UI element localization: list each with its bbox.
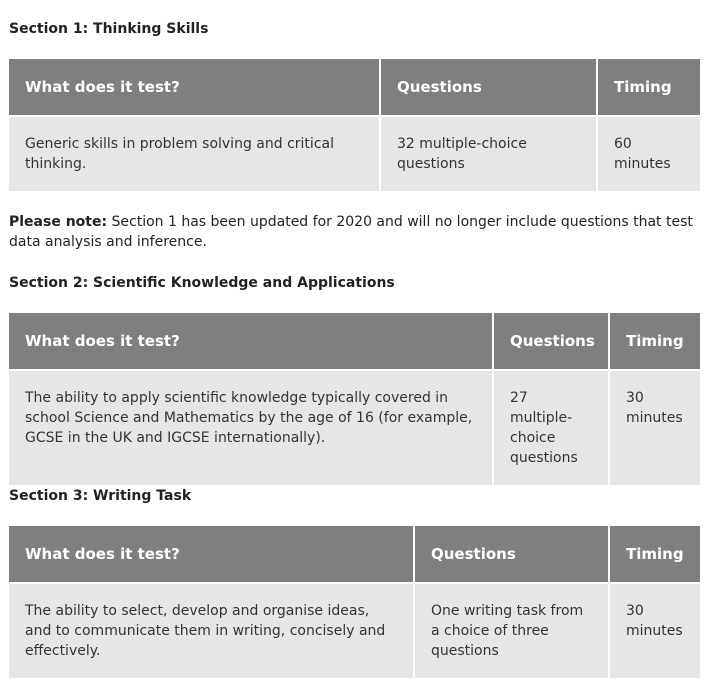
note-label: Please note: (9, 214, 108, 230)
table-header-row (9, 313, 700, 370)
section-1-table (9, 59, 700, 191)
cell-questions: 27 multiple-choice questions (493, 370, 609, 485)
note-text: Section 1 has been updated for 2020 and will no longer include questions that test data analysis and inference. (9, 214, 693, 250)
header-what-does-it-test: What does it test? (9, 526, 414, 583)
table-row (9, 583, 700, 678)
cell-timing: 30 minutes (609, 370, 700, 485)
section-3-table (9, 526, 700, 678)
header-what-does-it-test: What does it test? (9, 313, 493, 370)
header-questions: Questions (414, 526, 609, 583)
table-header-row (9, 59, 700, 116)
table-header-row (9, 526, 700, 583)
cell-description: The ability to select, develop and organise ideas, and to communicate them in writing, concisely and effectively. (9, 583, 414, 678)
cell-timing: 60 minutes (597, 116, 700, 191)
cell-description: Generic skills in problem solving and critical thinking. (9, 116, 380, 191)
table-row (9, 370, 700, 485)
header-what-does-it-test: What does it test? (9, 59, 380, 116)
header-questions: Questions (493, 313, 609, 370)
section-3-title: Section 3: Writing Task (9, 488, 192, 504)
header-questions: Questions (380, 59, 597, 116)
section-1-title: Section 1: Thinking Skills (9, 21, 209, 37)
header-timing: Timing (609, 526, 700, 583)
update-note (9, 212, 699, 252)
cell-questions: One writing task from a choice of three questions (414, 583, 609, 678)
cell-questions: 32 multiple-choice questions (380, 116, 597, 191)
header-timing: Timing (609, 313, 700, 370)
table-row (9, 116, 700, 191)
cell-timing: 30 minutes (609, 583, 700, 678)
header-timing: Timing (597, 59, 700, 116)
cell-description: The ability to apply scientific knowledge typically covered in school Science and Mathematics by the age of 16 (for example, GCSE in the UK and IGCSE internationally). (9, 370, 493, 485)
section-2-title: Section 2: Scientific Knowledge and Applications (9, 275, 395, 291)
section-2-table (9, 313, 700, 485)
